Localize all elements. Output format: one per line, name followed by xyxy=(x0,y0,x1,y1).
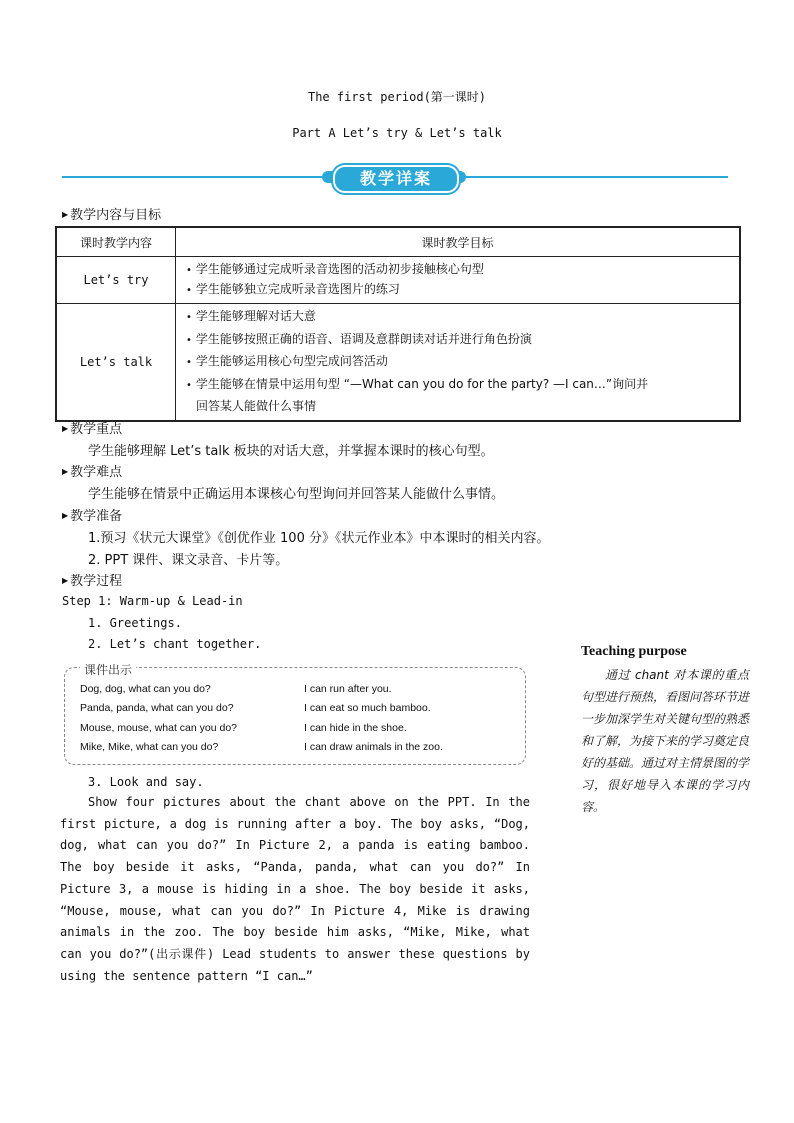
goal-item: • 学生能够在情景中运用句型 “—What can you do for the party? —I can…”询问并 xyxy=(186,374,731,397)
table-cell-goals xyxy=(176,304,741,421)
process-heading: ▶ 教学过程 xyxy=(62,574,123,589)
preparation-heading: ▶ 教学准备 xyxy=(62,509,123,524)
step-title: Step 1: Warm-up & Lead-in xyxy=(62,594,243,608)
table-header-row xyxy=(56,227,740,257)
goal-item: • 学生能够运用核心句型完成问答活动 xyxy=(186,351,731,374)
triangle-bullet-icon: ▶ xyxy=(62,576,69,585)
triangle-bullet-icon: ▶ xyxy=(62,424,69,433)
chant-question: Dog, dog, what can you do? xyxy=(80,683,211,695)
goal-item: • 学生能够理解对话大意 xyxy=(186,306,731,329)
triangle-bullet-icon: ▶ xyxy=(62,467,69,476)
step-item: 2. Let’s chant together. xyxy=(88,637,262,651)
difficulties-text: 学生能够在情景中正确运用本课核心句型询问并回答某人能做什么事情。 xyxy=(88,487,505,502)
sidebar-text xyxy=(581,664,749,818)
chant-question: Mouse, mouse, what can you do? xyxy=(80,722,238,734)
key-points-heading: ▶ 教学重点 xyxy=(62,422,123,437)
objectives-heading: ▶ 教学内容与目标 xyxy=(62,208,162,223)
goal-item: • 学生能够独立完成听录音选图片的练习 xyxy=(186,280,731,300)
sidebar-title: Teaching purpose xyxy=(581,644,687,659)
preparation-item: 2. PPT 课件、课文录音、卡片等。 xyxy=(88,553,289,568)
page-subtitle: Part A Let’s try & Let’s talk xyxy=(292,126,502,140)
chant-answer: I can run after you. xyxy=(304,683,392,695)
table-cell-goals xyxy=(176,257,741,304)
page-title: The first period(第一课时) xyxy=(307,90,487,104)
chant-answer: I can hide in the shoe. xyxy=(304,722,407,734)
difficulties-heading: ▶ 教学难点 xyxy=(62,465,123,480)
chant-question: Mike, Mike, what can you do? xyxy=(80,741,219,753)
sidebar-paragraph: 通过 chant 对本课的重点句型进行预热，看图问答环节进一步加深学生对关键句型的熟悉和了解，为接下来的学习奠定良好的基础。通过对主情景图的学习，很好地导入本课的学习内容。 xyxy=(581,668,750,814)
triangle-bullet-icon: ▶ xyxy=(62,210,69,219)
table-row xyxy=(56,257,740,304)
table-header-content: 课时教学内容 xyxy=(56,227,176,257)
table-header-goals: 课时教学目标 xyxy=(176,227,741,257)
table-row xyxy=(56,304,740,421)
objectives-table xyxy=(55,226,741,422)
triangle-bullet-icon: ▶ xyxy=(62,511,69,520)
chant-answer: I can eat so much bamboo. xyxy=(304,702,431,714)
step-item: 1. Greetings. xyxy=(88,616,182,630)
chant-question: Panda, panda, what can you do? xyxy=(80,702,234,714)
body-paragraph: Show four pictures about the chant above on the PPT. In the first picture, a dog is running after a boy. The boy asks, “Dog, dog, what can you do?” In Picture 2, a panda is eating bamboo. The boy beside it asks, “Panda, panda, what can you do?” In Picture 3, a mouse is hiding in a shoe. The boy beside it asks, “Mouse, mouse, what can you do?” In Picture 4, Mike is drawing animals in the zoo. The boy beside him asks, “Mike, Mike, what can you do?”(出示课件) Lead students to answer these questions by using the sentence pattern “I can…” xyxy=(60,795,530,983)
goal-item: • 学生能够按照正确的语音、语调及意群朗读对话并进行角色扮演 xyxy=(186,329,731,352)
body-text xyxy=(60,792,530,987)
goal-item-continued: 回答某人能做什么事情 xyxy=(196,399,317,413)
chant-answer: I can draw animals in the zoo. xyxy=(304,741,443,753)
table-cell-content: Let’s talk xyxy=(56,304,176,421)
preparation-item: 1.预习《状元大课堂》《创优作业 100 分》《状元作业本》中本课时的相关内容。 xyxy=(88,531,550,546)
banner-label: 教学详案 xyxy=(333,165,459,193)
table-cell-content: Let’s try xyxy=(56,257,176,304)
courseware-label: 课件出示 xyxy=(80,661,136,678)
goal-item: • 学生能够通过完成听录音选图的活动初步接触核心句型 xyxy=(186,260,731,280)
step-item: 3. Look and say. xyxy=(88,775,204,789)
key-points-text: 学生能够理解 Let’s talk 板块的对话大意，并掌握本课时的核心句型。 xyxy=(88,444,494,459)
